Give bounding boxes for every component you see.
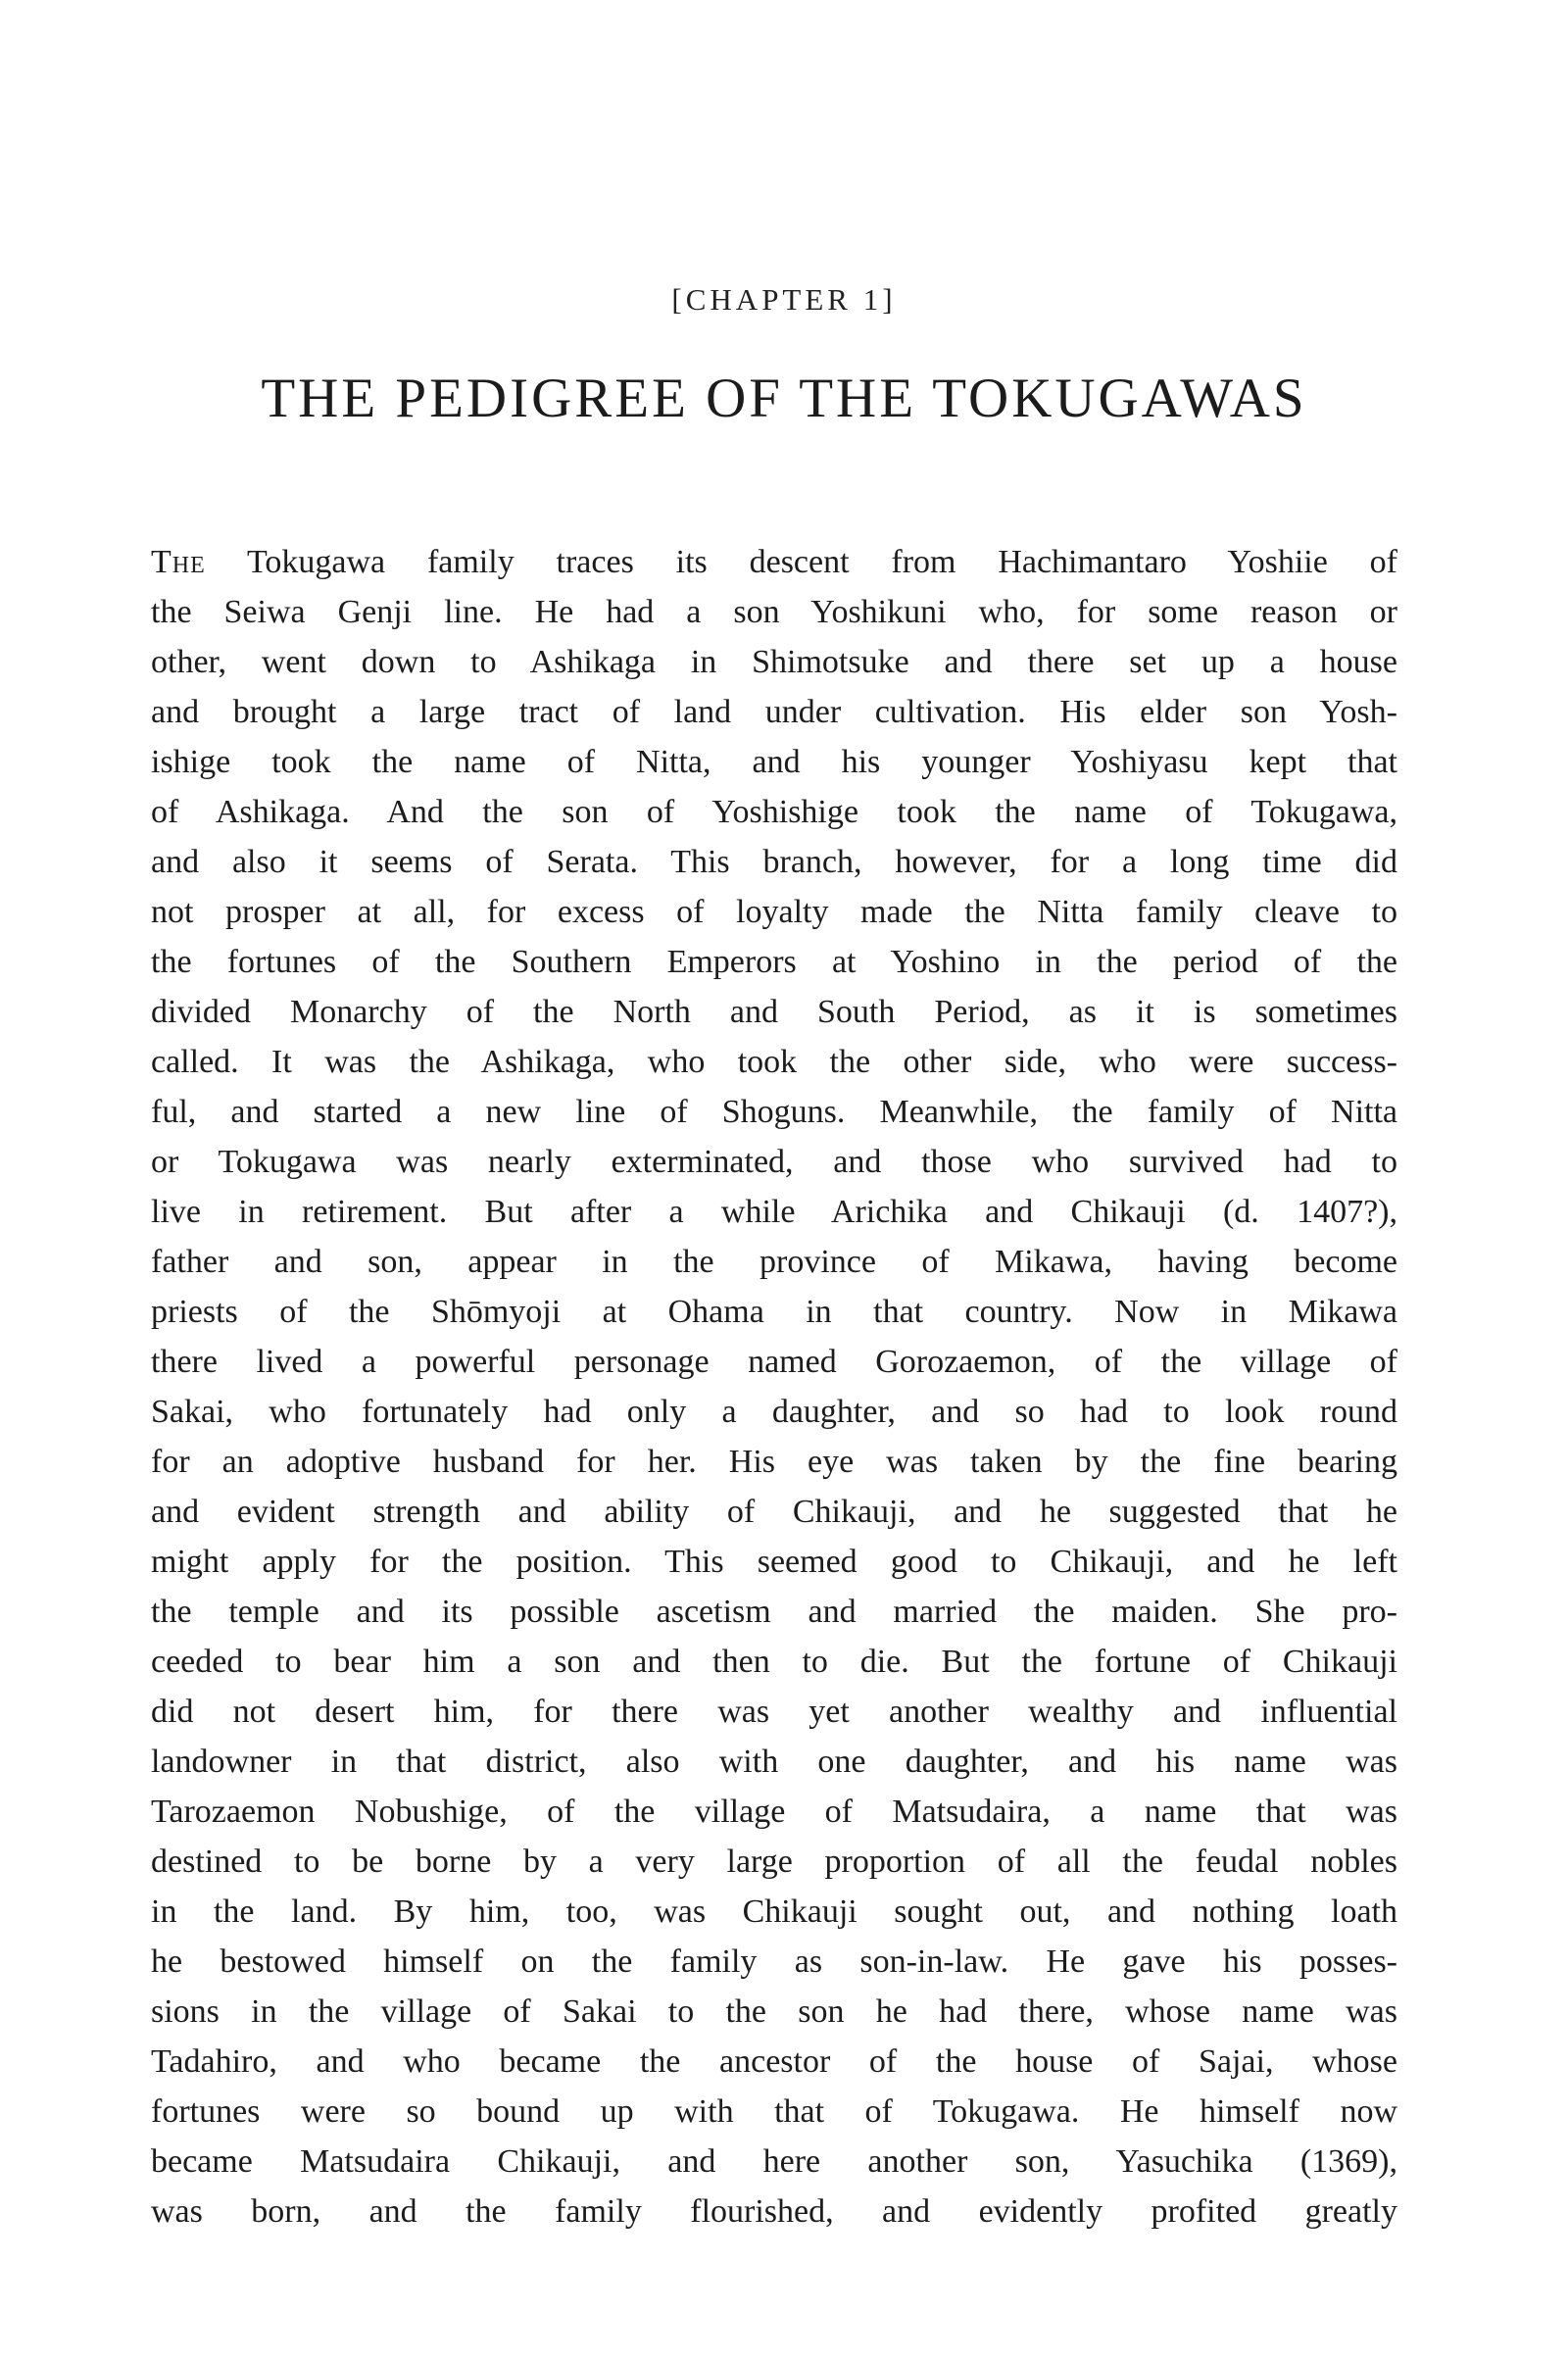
text-line: landowner in that district, also with one daughter, and his name was: [151, 1744, 1397, 1780]
paragraph: [151, 537, 1397, 2237]
lead-word: The: [151, 544, 206, 580]
text-line: became Matsudaira Chikauji, and here another son, Yasuchika (1369),: [151, 2143, 1397, 2180]
text-line: Sakai, who fortunately had only a daughter, and so had to look round: [151, 1394, 1397, 1430]
text-line: divided Monarchy of the North and South Period, as it is sometimes: [151, 994, 1397, 1030]
text-line: other, went down to Ashikaga in Shimotsuke and there set up a house: [151, 644, 1397, 680]
text-line: was born, and the family flourished, and evidently profited greatly: [151, 2193, 1397, 2230]
text-line: Tarozaemon Nobushige, of the village of Matsudaira, a name that was: [151, 1794, 1397, 1830]
text-line: he bestowed himself on the family as son-in-law. He gave his posses-: [151, 1943, 1397, 1980]
text-line: live in retirement. But after a while Arichika and Chikauji (d. 1407?),: [151, 1194, 1397, 1230]
text-line: and evident strength and ability of Chikauji, and he suggested that he: [151, 1494, 1397, 1530]
text-line: The Tokugawa family traces its descent from Hachimantaro Yoshiie of: [151, 544, 1397, 580]
text-line: sions in the village of Sakai to the son he had there, whose name was: [151, 1993, 1397, 2030]
text-line: not prosper at all, for excess of loyalty made the Nitta family cleave to: [151, 894, 1397, 930]
text-line: and also it seems of Serata. This branch, however, for a long time did: [151, 844, 1397, 880]
text-line: ceeded to bear him a son and then to die. But the fortune of Chikauji: [151, 1644, 1397, 1680]
chapter-label: [CHAPTER 1]: [671, 282, 897, 317]
text-line: father and son, appear in the province of Mikawa, having become: [151, 1244, 1397, 1280]
text-line: of Ashikaga. And the son of Yoshishige took the name of Tokugawa,: [151, 794, 1397, 830]
text-line: the temple and its possible ascetism and married the maiden. She pro-: [151, 1594, 1397, 1630]
text-line: destined to be borne by a very large proportion of all the feudal nobles: [151, 1844, 1397, 1880]
text-line: for an adoptive husband for her. His eye was taken by the fine bearing: [151, 1444, 1397, 1480]
text-line: ishige took the name of Nitta, and his younger Yoshiyasu kept that: [151, 744, 1397, 780]
text-line: did not desert him, for there was yet another wealthy and influential: [151, 1694, 1397, 1730]
text-line: and brought a large tract of land under cultivation. His elder son Yosh-: [151, 694, 1397, 730]
text-line: might apply for the position. This seemed good to Chikauji, and he left: [151, 1544, 1397, 1580]
page-title: THE PEDIGREE OF THE TOKUGAWAS: [261, 368, 1307, 429]
text-line: the fortunes of the Southern Emperors at Yoshino in the period of the: [151, 944, 1397, 980]
text-line: ful, and started a new line of Shoguns. Meanwhile, the family of Nitta: [151, 1094, 1397, 1130]
text-line: there lived a powerful personage named Gorozaemon, of the village of: [151, 1344, 1397, 1380]
text-line: called. It was the Ashikaga, who took the other side, who were success-: [151, 1044, 1397, 1080]
text-line: fortunes were so bound up with that of Tokugawa. He himself now: [151, 2093, 1397, 2130]
text-line: Tadahiro, and who became the ancestor of the house of Sajai, whose: [151, 2043, 1397, 2080]
text-line: priests of the Shōmyoji at Ohama in that country. Now in Mikawa: [151, 1294, 1397, 1330]
text-line: or Tokugawa was nearly exterminated, and those who survived had to: [151, 1144, 1397, 1180]
text-line: the Seiwa Genji line. He had a son Yoshikuni who, for some reason or: [151, 594, 1397, 630]
text-line: in the land. By him, too, was Chikauji sought out, and nothing loath: [151, 1894, 1397, 1930]
